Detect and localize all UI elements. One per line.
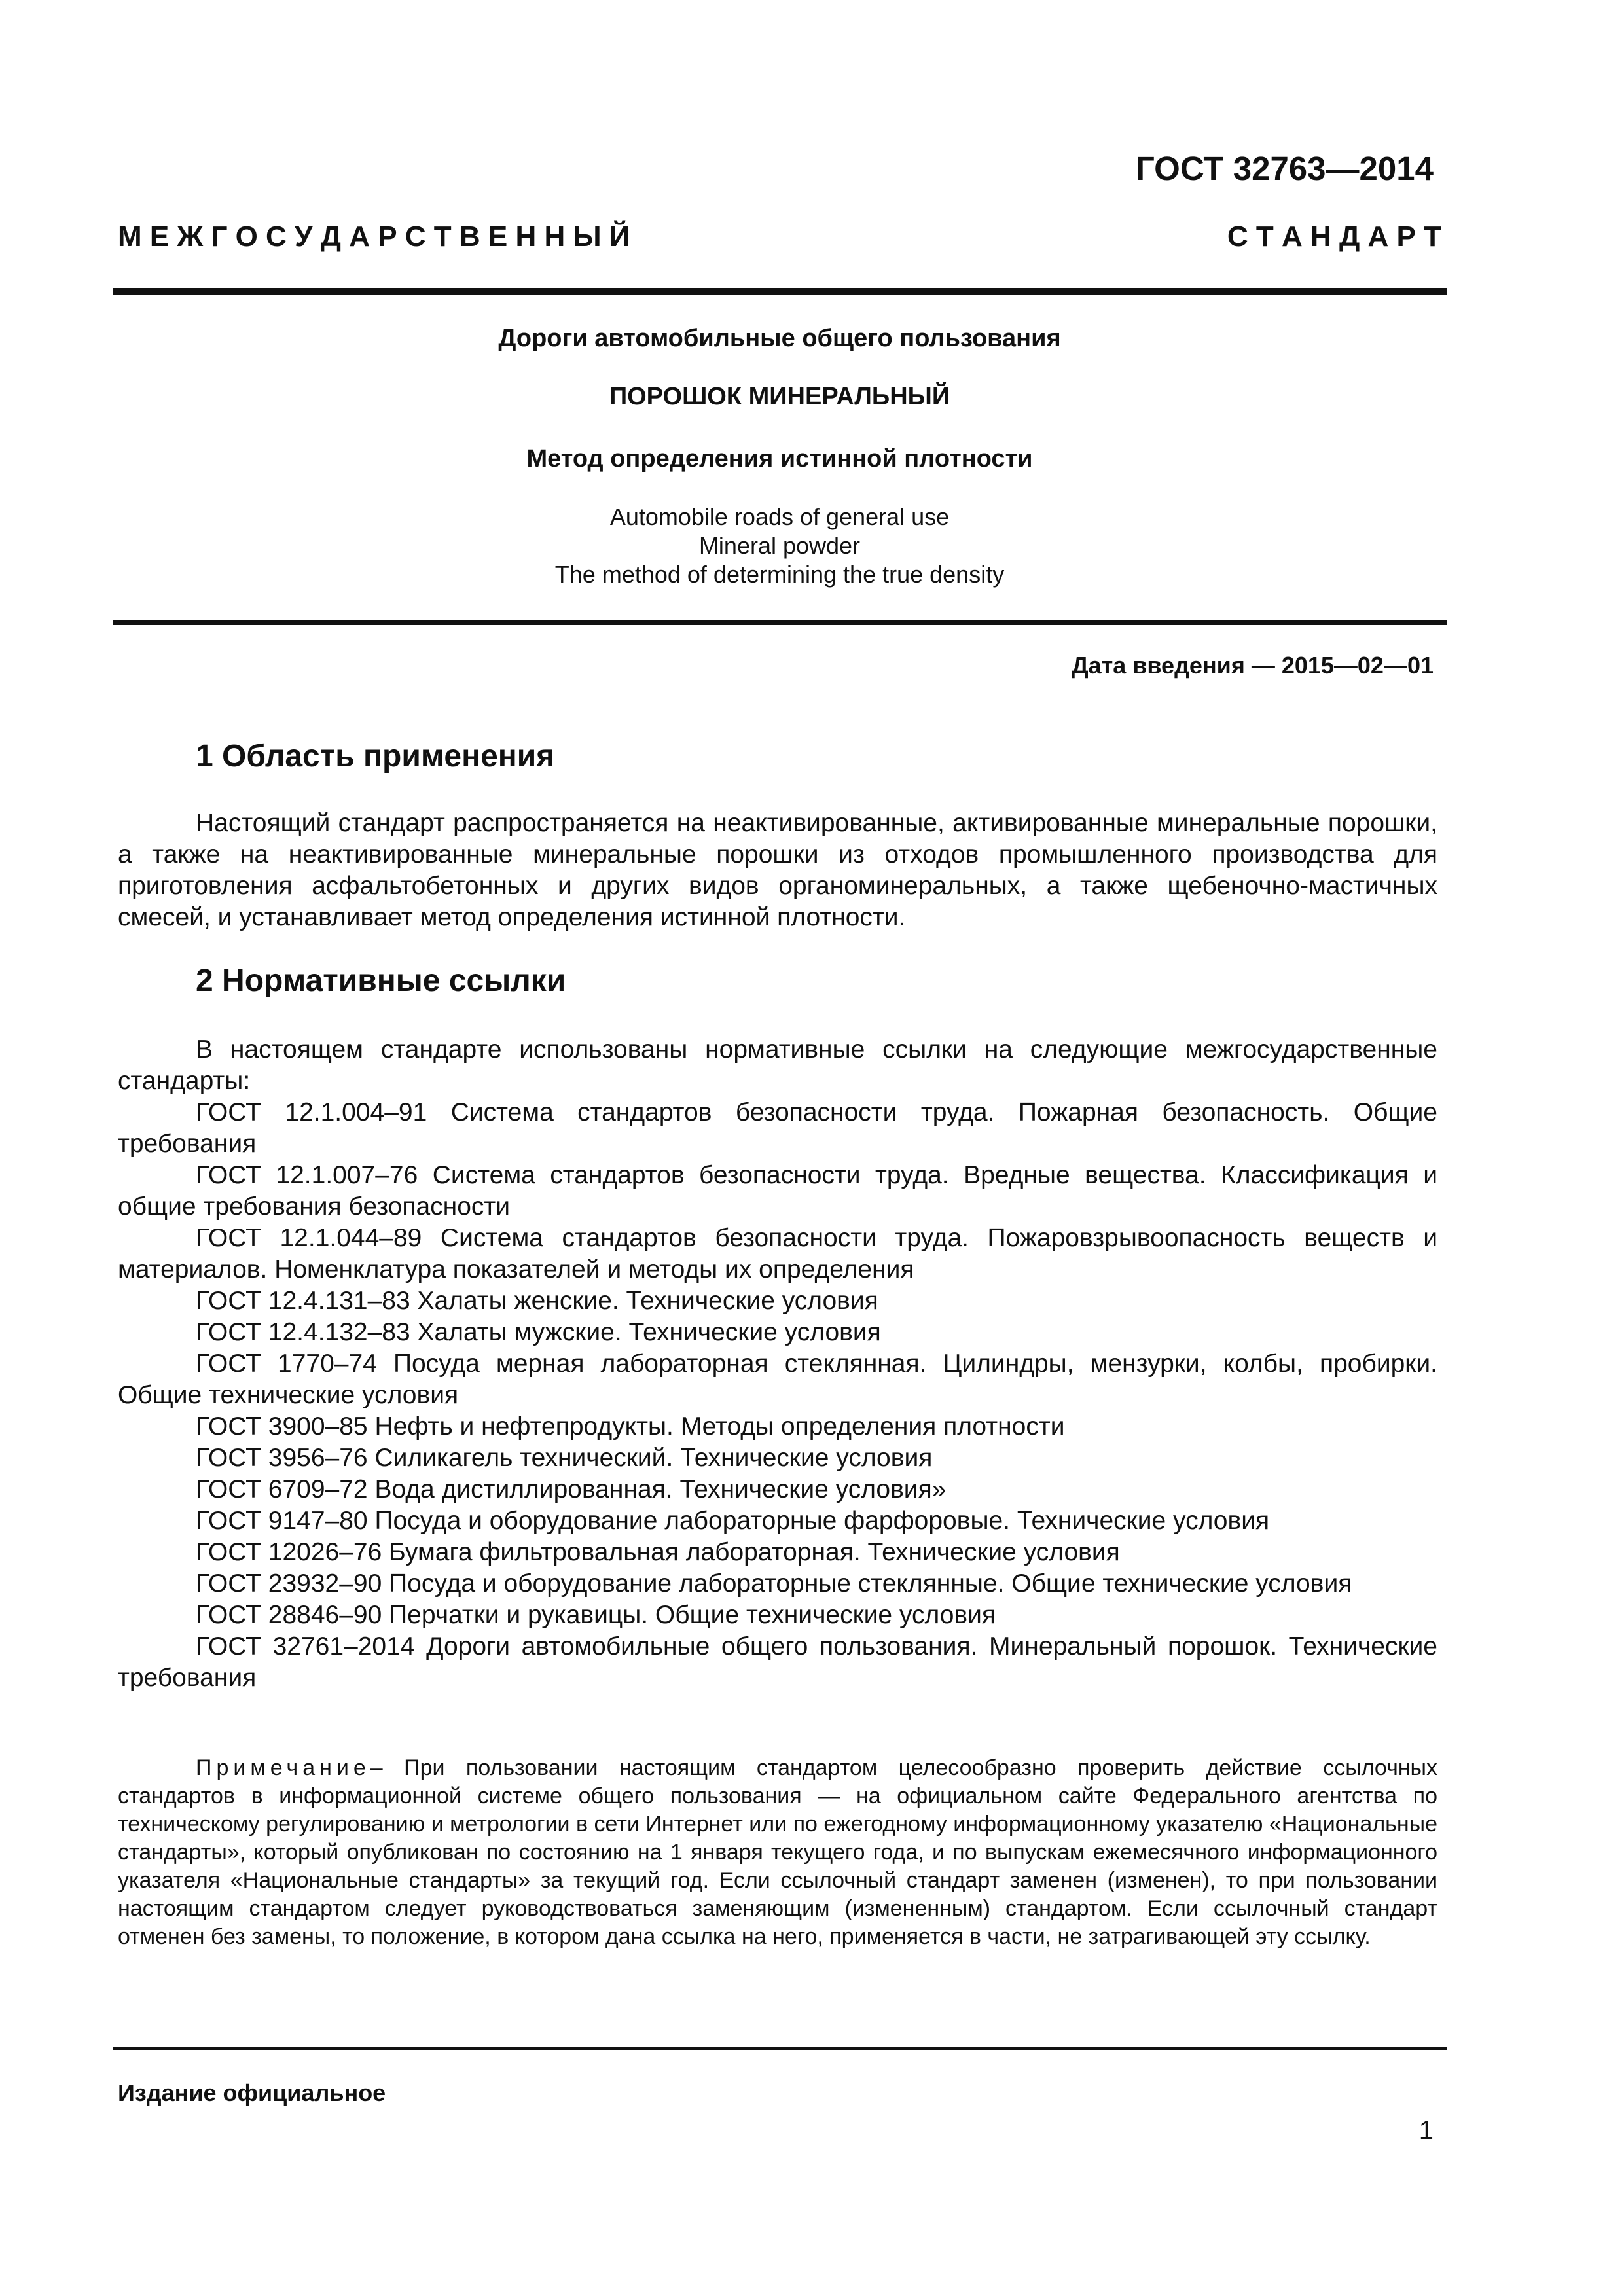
note-paragraph <box>118 1754 1437 1951</box>
reference-item: ГОСТ 6709–72 Вода дистиллированная. Технические условия» <box>196 1475 947 1503</box>
standard-type-heading <box>118 221 1441 253</box>
reference-item: ГОСТ 3956–76 Силикагель технический. Технические условия <box>196 1444 933 1472</box>
section-2-heading: 2 Нормативные ссылки <box>196 963 566 998</box>
title-line-3: Метод определения истинной плотности <box>526 445 1033 473</box>
note-label: Примечание <box>196 1755 370 1780</box>
title-divider <box>113 620 1447 625</box>
references-list <box>118 1034 1437 1694</box>
english-title-line-3: The method of determining the true density <box>554 561 1005 588</box>
reference-item: ГОСТ 32761–2014 Дороги автомобильные общего пользования. Минеральный порошок. Технические требования <box>118 1632 1437 1692</box>
standard-type-word-1: М Е Ж Г О С У Д А Р С Т В Е Н Н Ы Й <box>118 221 630 253</box>
title-line-2: ПОРОШОК МИНЕРАЛЬНЫЙ <box>609 383 950 410</box>
reference-item: ГОСТ 9147–80 Посуда и оборудование лабораторные фарфоровые. Технические условия <box>196 1507 1270 1535</box>
reference-item: ГОСТ 23932–90 Посуда и оборудование лабораторные стеклянные. Общие технические условия <box>196 1570 1352 1598</box>
section-1-paragraph: Настоящий стандарт распространяется на неактивированные, активированные минеральные порошки, а также на неактивированные минеральные порошки из отходов промышленного производства для приготовления асфальтобетонных и других видов органоминеральных, а также щебеночно-мастичных смесей, и устанавливает метод определения истинной плотности. <box>118 809 1437 931</box>
english-title-line-1: Automobile roads of general use <box>609 503 950 530</box>
section-1-heading: 1 Область применения <box>196 739 555 774</box>
reference-item: ГОСТ 12.4.132–83 Халаты мужские. Технические условия <box>196 1318 881 1346</box>
section-1-text <box>118 808 1437 933</box>
reference-item: ГОСТ 3900–85 Нефть и нефтепродукты. Методы определения плотности <box>196 1412 1065 1441</box>
references-intro: В настоящем стандарте использованы нормативные ссылки на следующие межгосударственные стандарты: <box>118 1035 1437 1095</box>
reference-item: ГОСТ 1770–74 Посуда мерная лабораторная стеклянная. Цилиндры, мензурки, колбы, пробирки. Общие технические условия <box>118 1350 1437 1409</box>
reference-item: ГОСТ 12026–76 Бумага фильтровальная лабораторная. Технические условия <box>196 1538 1120 1566</box>
title-line-1: Дороги автомобильные общего пользования <box>498 325 1061 352</box>
note-text: – При пользовании настоящим стандартом целесообразно проверить действие ссылочных стандартов в информационной системе общего пользования — на официальном сайте Федерального агентства по техническому регулированию и метрологии в сети Интернет или по ежегодному информационному указателю «Национальные стандарты», который опубликован по состоянию на 1 января текущего года, и по выпускам ежемесячного информационного указателя «Национальные стандарты» за текущий год. Если ссылочный стандарт заменен (изменен), то при пользовании настоящим стандартом следует руководствоваться заменяющим (измененным) стандартом. Если ссылочный стандарт отменен без замены, то положение, в котором дана ссылка на него, применяется в части, не затрагивающей эту ссылку. <box>118 1755 1437 1949</box>
edition-label: Издание официальное <box>118 2079 386 2106</box>
reference-item: ГОСТ 12.1.004–91 Система стандартов безопасности труда. Пожарная безопасность. Общие требования <box>118 1098 1437 1158</box>
document-number: ГОСТ 32763—2014 <box>1135 150 1434 187</box>
standard-type-word-2: С Т А Н Д А Р Т <box>1227 221 1441 253</box>
introduction-date: Дата введения — 2015—02—01 <box>1071 652 1434 679</box>
footer-divider <box>113 2047 1447 2050</box>
reference-item: ГОСТ 12.1.007–76 Система стандартов безопасности труда. Вредные вещества. Классификация и общие требования безопасности <box>118 1161 1437 1221</box>
reference-item: ГОСТ 12.1.044–89 Система стандартов безопасности труда. Пожаровзрывоопасность веществ и материалов. Номенклатура показателей и методы их определения <box>118 1224 1437 1283</box>
reference-item: ГОСТ 28846–90 Перчатки и рукавицы. Общие технические условия <box>196 1601 996 1629</box>
english-title-line-2: Mineral powder <box>698 532 861 559</box>
reference-item: ГОСТ 12.4.131–83 Халаты женские. Технические условия <box>196 1287 878 1315</box>
top-divider <box>113 288 1447 295</box>
english-title <box>113 503 1447 589</box>
page-number: 1 <box>1418 2116 1434 2145</box>
